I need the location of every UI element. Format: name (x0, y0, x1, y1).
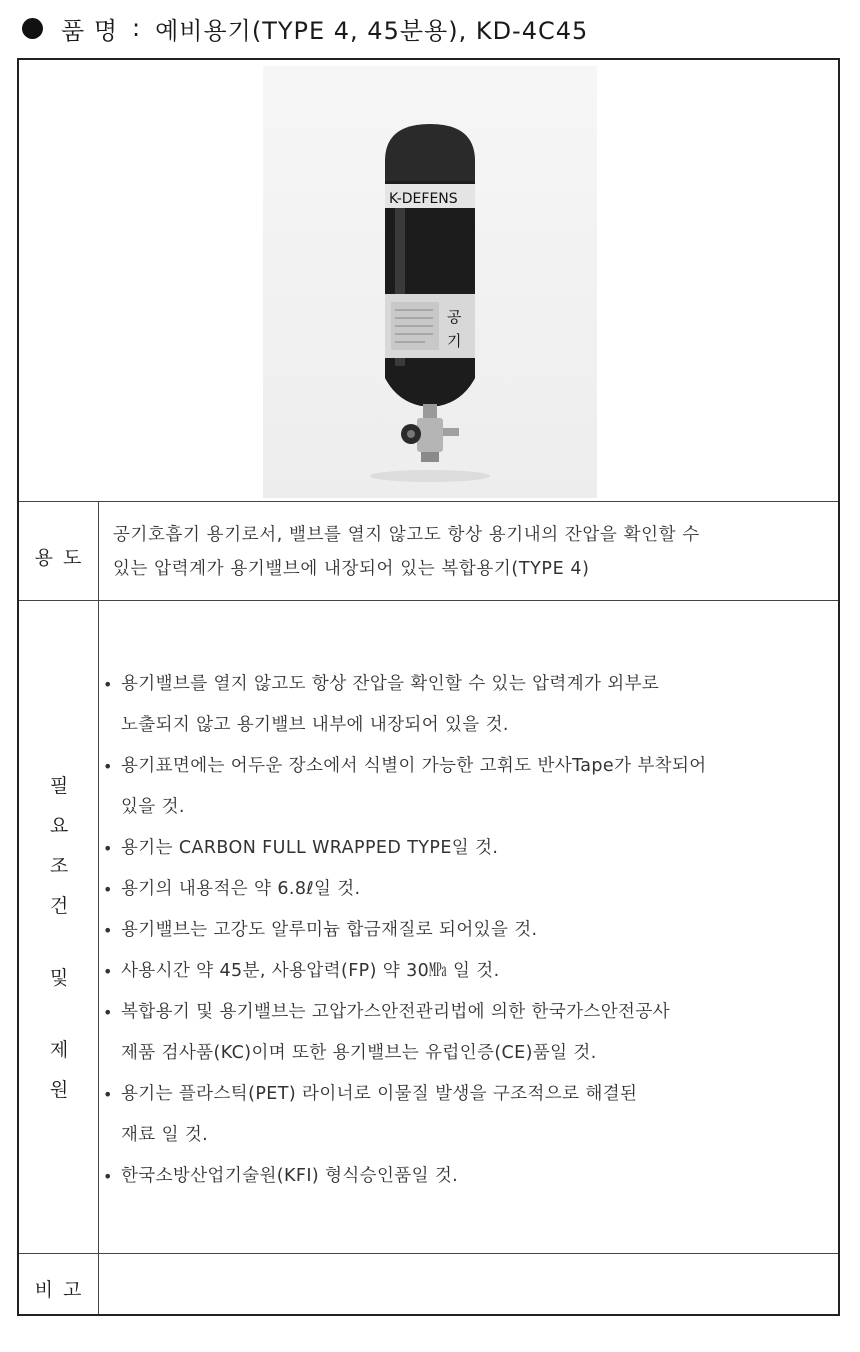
divider (19, 501, 838, 502)
requirement-item (99, 951, 834, 992)
requirements-label (19, 766, 99, 1110)
divider (19, 1253, 838, 1254)
requirements-label-char: 조 (49, 855, 69, 877)
cylinder-image (263, 66, 597, 498)
requirements-label-char: 요 (49, 815, 69, 837)
usage-description (113, 518, 833, 586)
requirements-label-char: 및 (49, 967, 69, 989)
requirement-item (99, 664, 834, 746)
requirement-item (99, 910, 834, 951)
divider (19, 600, 838, 601)
content-label-2: 기 (447, 332, 462, 350)
requirements-label-char: 원 (49, 1079, 69, 1101)
requirements-list (99, 664, 834, 1197)
title-label: 품 명 (61, 16, 118, 45)
requirement-item (99, 869, 834, 910)
requirement-line: 있을 것. (121, 797, 185, 817)
page-title (22, 8, 588, 48)
brand-text: K-DEFENS (389, 191, 458, 207)
requirement-line: • 용기밸브를 열지 않고도 항상 잔압을 확인할 수 있는 압력계가 외부로 (121, 674, 660, 694)
cylinder-cap (385, 124, 475, 191)
content-label-1: 공 (447, 308, 462, 326)
requirements-label-char: 제 (49, 1039, 69, 1061)
requirement-item (99, 992, 834, 1074)
requirement-item (99, 1074, 834, 1156)
requirement-line: 제품 검사품(KC)이며 또한 용기밸브는 유럽인증(CE)품일 것. (121, 1043, 597, 1063)
requirements-label-char: 필 (49, 775, 69, 797)
requirement-line: • 한국소방산업기술원(KFI) 형식승인품일 것. (121, 1166, 459, 1186)
requirement-item (99, 746, 834, 828)
requirement-line: • 용기의 내용적은 약 6.8ℓ일 것. (121, 879, 361, 899)
requirement-line: • 복합용기 및 용기밸브는 고압가스안전관리법에 의한 한국가스안전공사 (121, 1002, 670, 1022)
spec-table (17, 58, 840, 1316)
requirement-line: • 용기밸브는 고강도 알루미늄 합금재질로 되어있을 것. (121, 920, 538, 940)
requirement-line: • 용기표면에는 어두운 장소에서 식별이 가능한 고휘도 반사Tape가 부착되어 (121, 756, 707, 776)
requirement-line: • 사용시간 약 45분, 사용압력(FP) 약 30㎫ 일 것. (121, 961, 500, 981)
requirement-item (99, 1156, 834, 1197)
valve-neck (423, 404, 437, 420)
requirement-line: • 용기는 CARBON FULL WRAPPED TYPE일 것. (121, 838, 499, 858)
product-photo (263, 66, 597, 498)
note-label: 비 고 (34, 1279, 84, 1301)
title-colon: : (132, 14, 142, 42)
requirement-item (99, 828, 834, 869)
requirement-line: 재료 일 것. (121, 1125, 209, 1145)
requirement-line: 노출되지 않고 용기밸브 내부에 내장되어 있을 것. (121, 715, 509, 735)
product-name: 예비용기(TYPE 4, 45분용), KD-4C45 (155, 16, 589, 45)
bullet-icon (22, 18, 43, 39)
usage-line: 있는 압력계가 용기밸브에 내장되어 있는 복합용기(TYPE 4) (113, 559, 590, 579)
requirement-line: • 용기는 플라스틱(PET) 라이너로 이물질 발생을 구조적으로 해결된 (121, 1084, 638, 1104)
cylinder-bottom (385, 366, 475, 406)
usage-label: 용 도 (34, 547, 84, 569)
requirements-label-char: 건 (49, 895, 69, 917)
usage-line: 공기호흡기 용기로서, 밸브를 열지 않고도 항상 용기내의 잔압을 확인할 수 (113, 525, 700, 545)
